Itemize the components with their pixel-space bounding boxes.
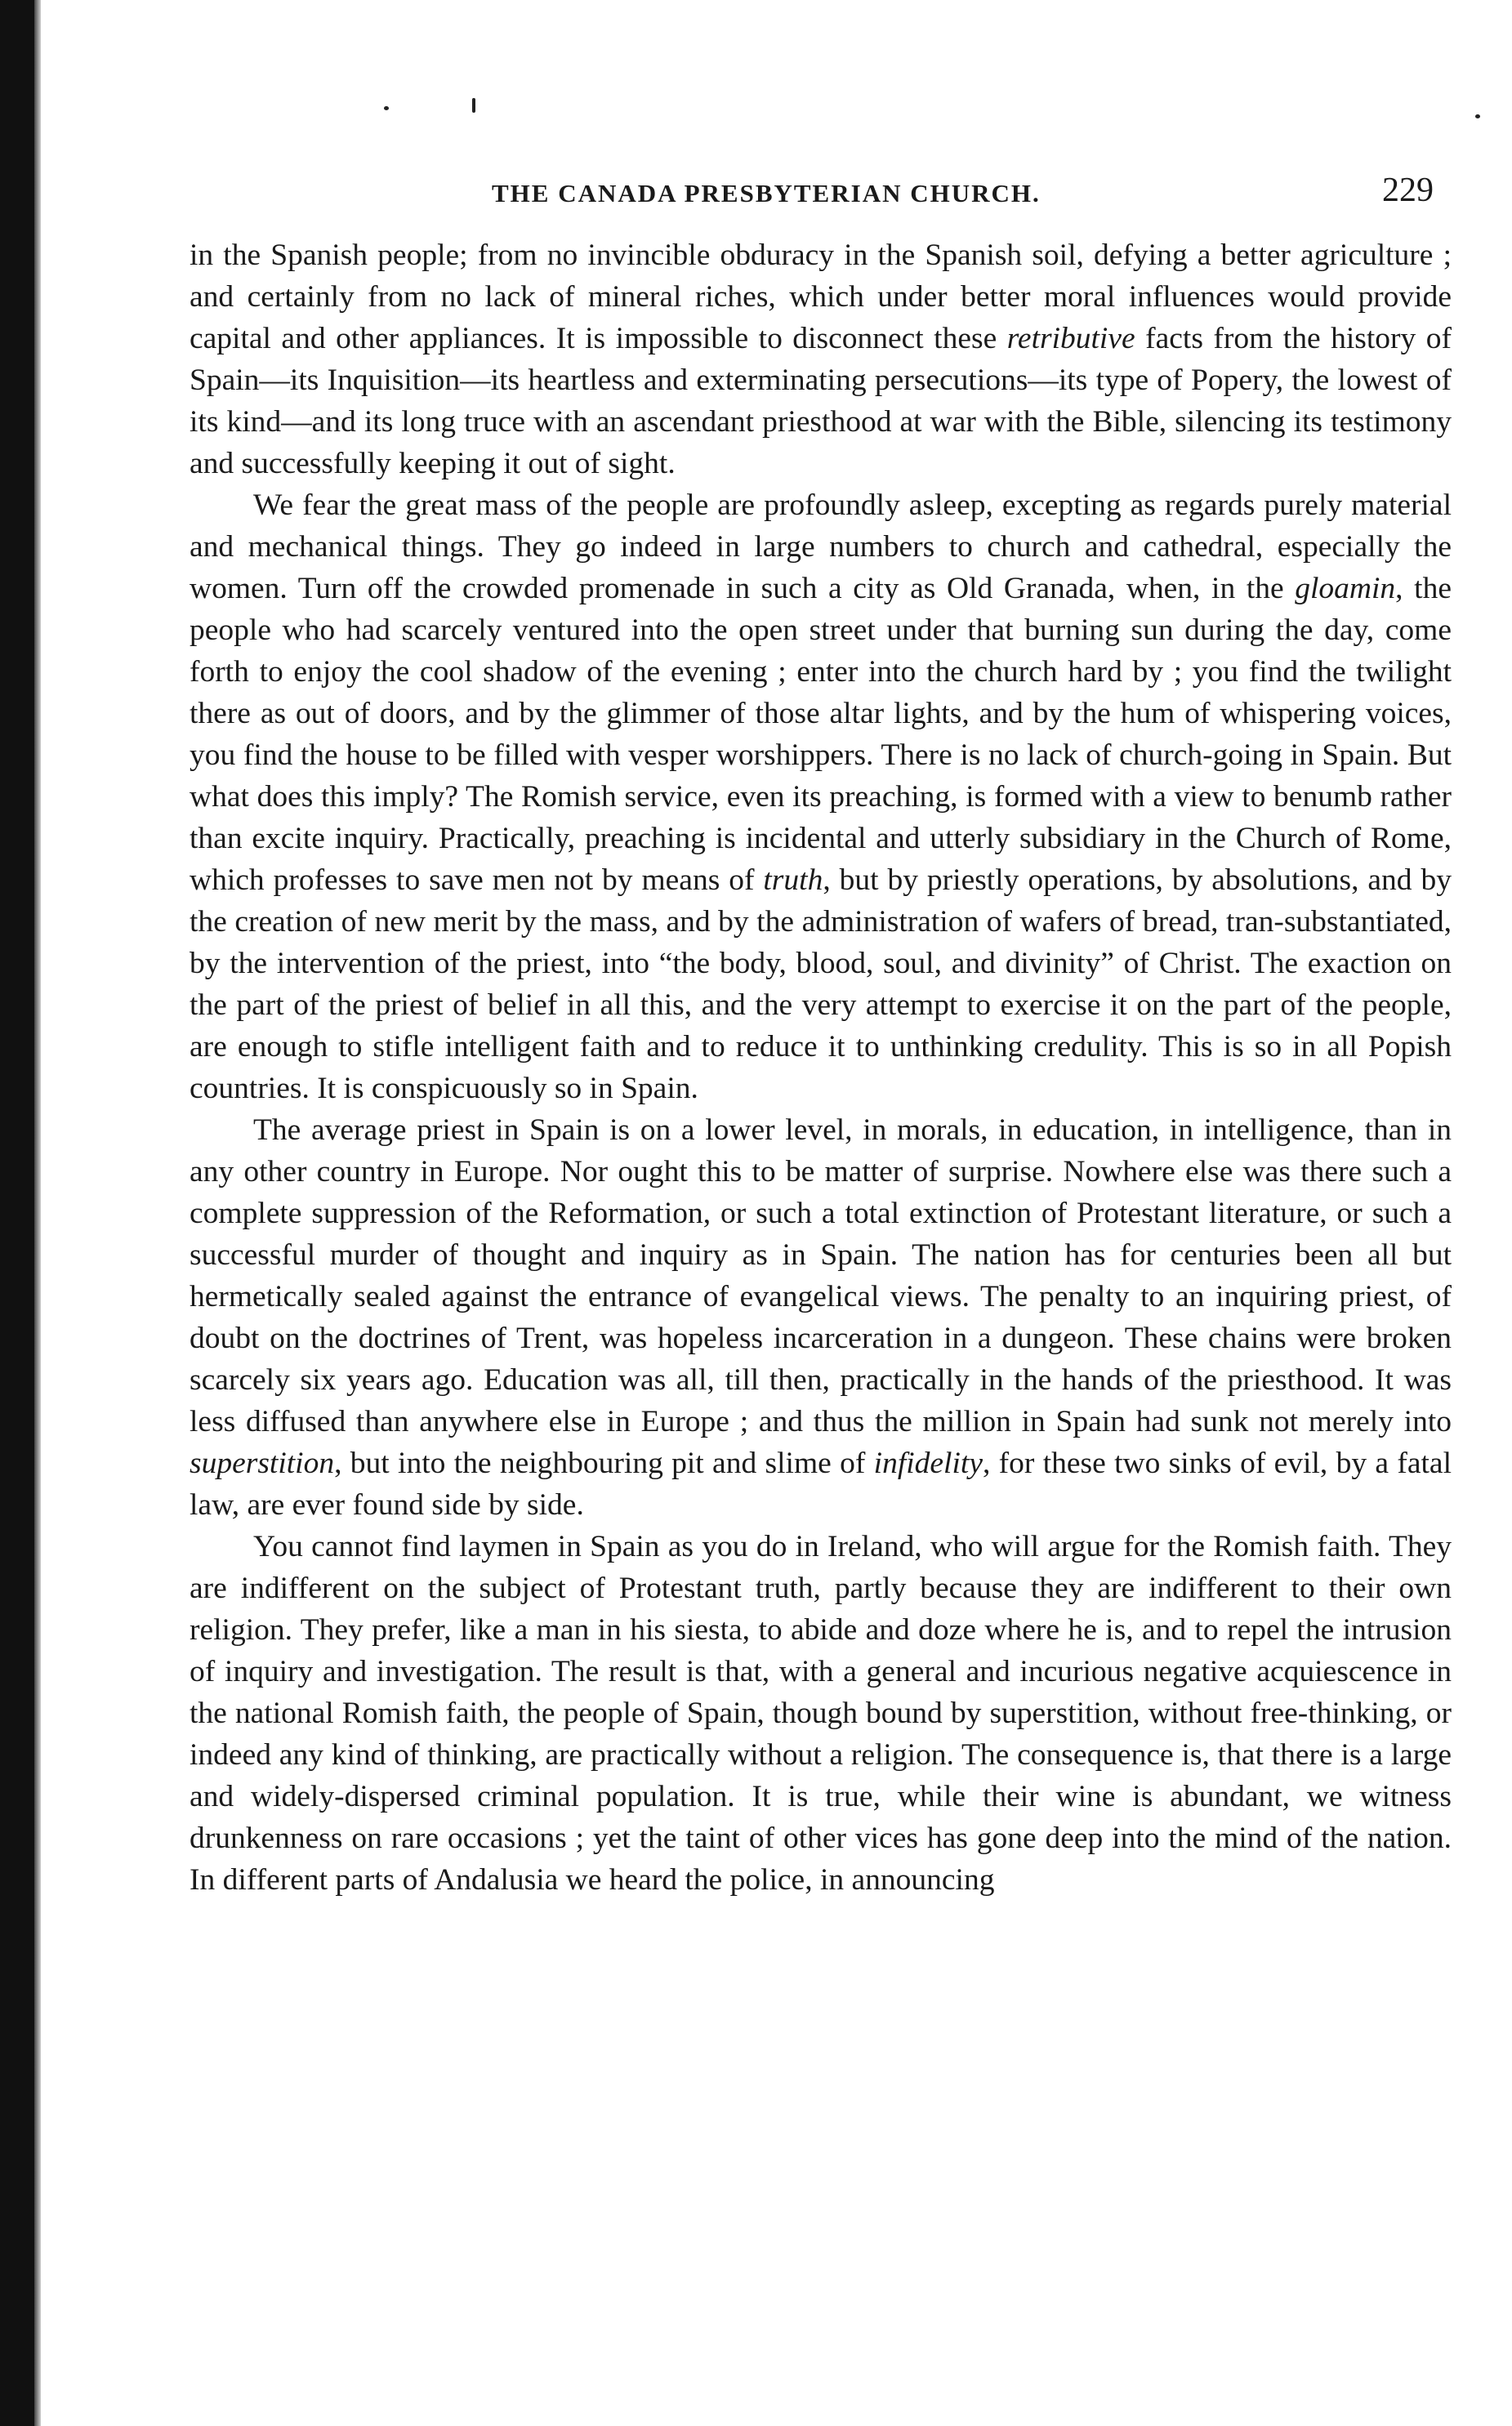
paragraph: [190, 484, 1452, 1109]
text-run: , but into the neighbouring pit and slime of: [334, 1447, 874, 1480]
paragraph: [190, 1526, 1452, 1901]
page-binding-shadow: [0, 0, 34, 2426]
running-header: [190, 167, 1452, 216]
scan-speck: [472, 98, 475, 113]
text-run: You cannot find laymen in Spain as you do in Ireland, who will argue for the Romish faith. They are indifferent on the subject of Protestant truth, partly because they are indifferent to their own religion. They prefer, like a man in his siesta, to abide and doze where he is, and to repel the intrusion of inquiry and investigation. The result is that, with a general and incurious negative acquiescence in the national Romish faith, the people of Spain, though bound by superstition, without free-thinking, or indeed any kind of thinking, are practically without a religion. The consequence is, that there is a large and widely-dispersed criminal population. It is true, while their wine is abundant, we witness drunkenness on rare occasions ; yet the taint of other vices has gone deep into the mind of the nation. In different parts of Andalusia we heard the police, in announcing: [190, 1530, 1452, 1897]
text-run: The average priest in Spain is on a lower level, in morals, in education, in intelligence, than in any other country in Europe. Nor ought this to be matter of surprise. Nowhere else was there such a complete suppression of the Reformation, or such a total extinction of Protestant literature, or such a successful murder of thought and inquiry as in Spain. The nation has for centuries been all but hermetically sealed against the entrance of evangelical views. The penalty to an inquiring priest, of doubt on the doctrines of Trent, was hopeless incarceration in a dungeon. These chains were broken scarcely six years ago. Education was all, till then, practically in the hands of the priesthood. It was less diffused than anywhere else in Europe ; and thus the million in Spain had sunk not merely into: [190, 1113, 1452, 1438]
italic-run: retributive: [1006, 322, 1135, 355]
text-run: in the Spanish people; from no invincible obduracy in the Spanish soil, defying a better agriculture ; and certainly from no lack of mineral riches, which under better moral influences would provide capital and other appliances. It is impossible to disconnect these: [190, 239, 1452, 355]
page-number: 229: [1382, 172, 1434, 209]
italic-run: gloamin: [1295, 572, 1396, 605]
body-text: [190, 234, 1452, 1901]
scan-speck: [384, 106, 389, 110]
italic-run: superstition: [190, 1447, 335, 1480]
page-binding-edge: [34, 0, 41, 2426]
paragraph: [190, 1109, 1452, 1526]
paragraph: [190, 234, 1452, 484]
text-run: We fear the great mass of the people are profoundly asleep, excepting as regards purely material and mechanical things. They go indeed in large numbers to church and cathedral, especially the women. Turn off the crowded promenade in such a city as Old Granada, when, in the: [190, 488, 1452, 605]
scan-speck: [1475, 114, 1480, 118]
text-run: , the people who had scarcely ventured into the open street under that burning sun during the day, come forth to enjoy the cool shadow of the evening ; enter into the church hard by ; you find the twilight there as out of doors, and by the glimmer of those altar lights, and by the hum of whispering voices, you find the house to be filled with vesper worshippers. There is no lack of church-going in Spain. But what does this imply? The Romish service, even its preaching, is formed with a view to benumb rather than excite inquiry. Practically, preaching is incidental and utterly subsidiary in the Church of Rome, which professes to save men not by means of: [190, 572, 1452, 897]
text-run: , for these two sinks of evil, by a fatal law, are ever found side by side.: [190, 1447, 1452, 1522]
document-page: [190, 167, 1452, 1901]
text-run: , but by priestly operations, by absolutions, and by the creation of new merit by the mass, and by the administration of wafers of bread, tran-substantiated, by the intervention of the priest, into “the body, blood, soul, and divinity” of Christ. The exaction on the part of the priest of belief in all this, and the very attempt to exercise it on the part of the people, are enough to stifle intelligent faith and to reduce it to unthinking credulity. This is so in all Popish countries. It is conspicuously so in Spain.: [190, 863, 1452, 1105]
running-title: THE CANADA PRESBYTERIAN CHURCH.: [492, 179, 1041, 207]
italic-run: infidelity: [873, 1447, 983, 1480]
italic-run: truth: [763, 863, 823, 897]
text-run: facts from the history of Spain—its Inquisition—its heartless and exterminating persecutions—its type of Popery, the lowest of its kind—and its long truce with an ascendant priesthood at war with the Bible, silencing its testimony and successfully keeping it out of sight.: [190, 322, 1452, 480]
